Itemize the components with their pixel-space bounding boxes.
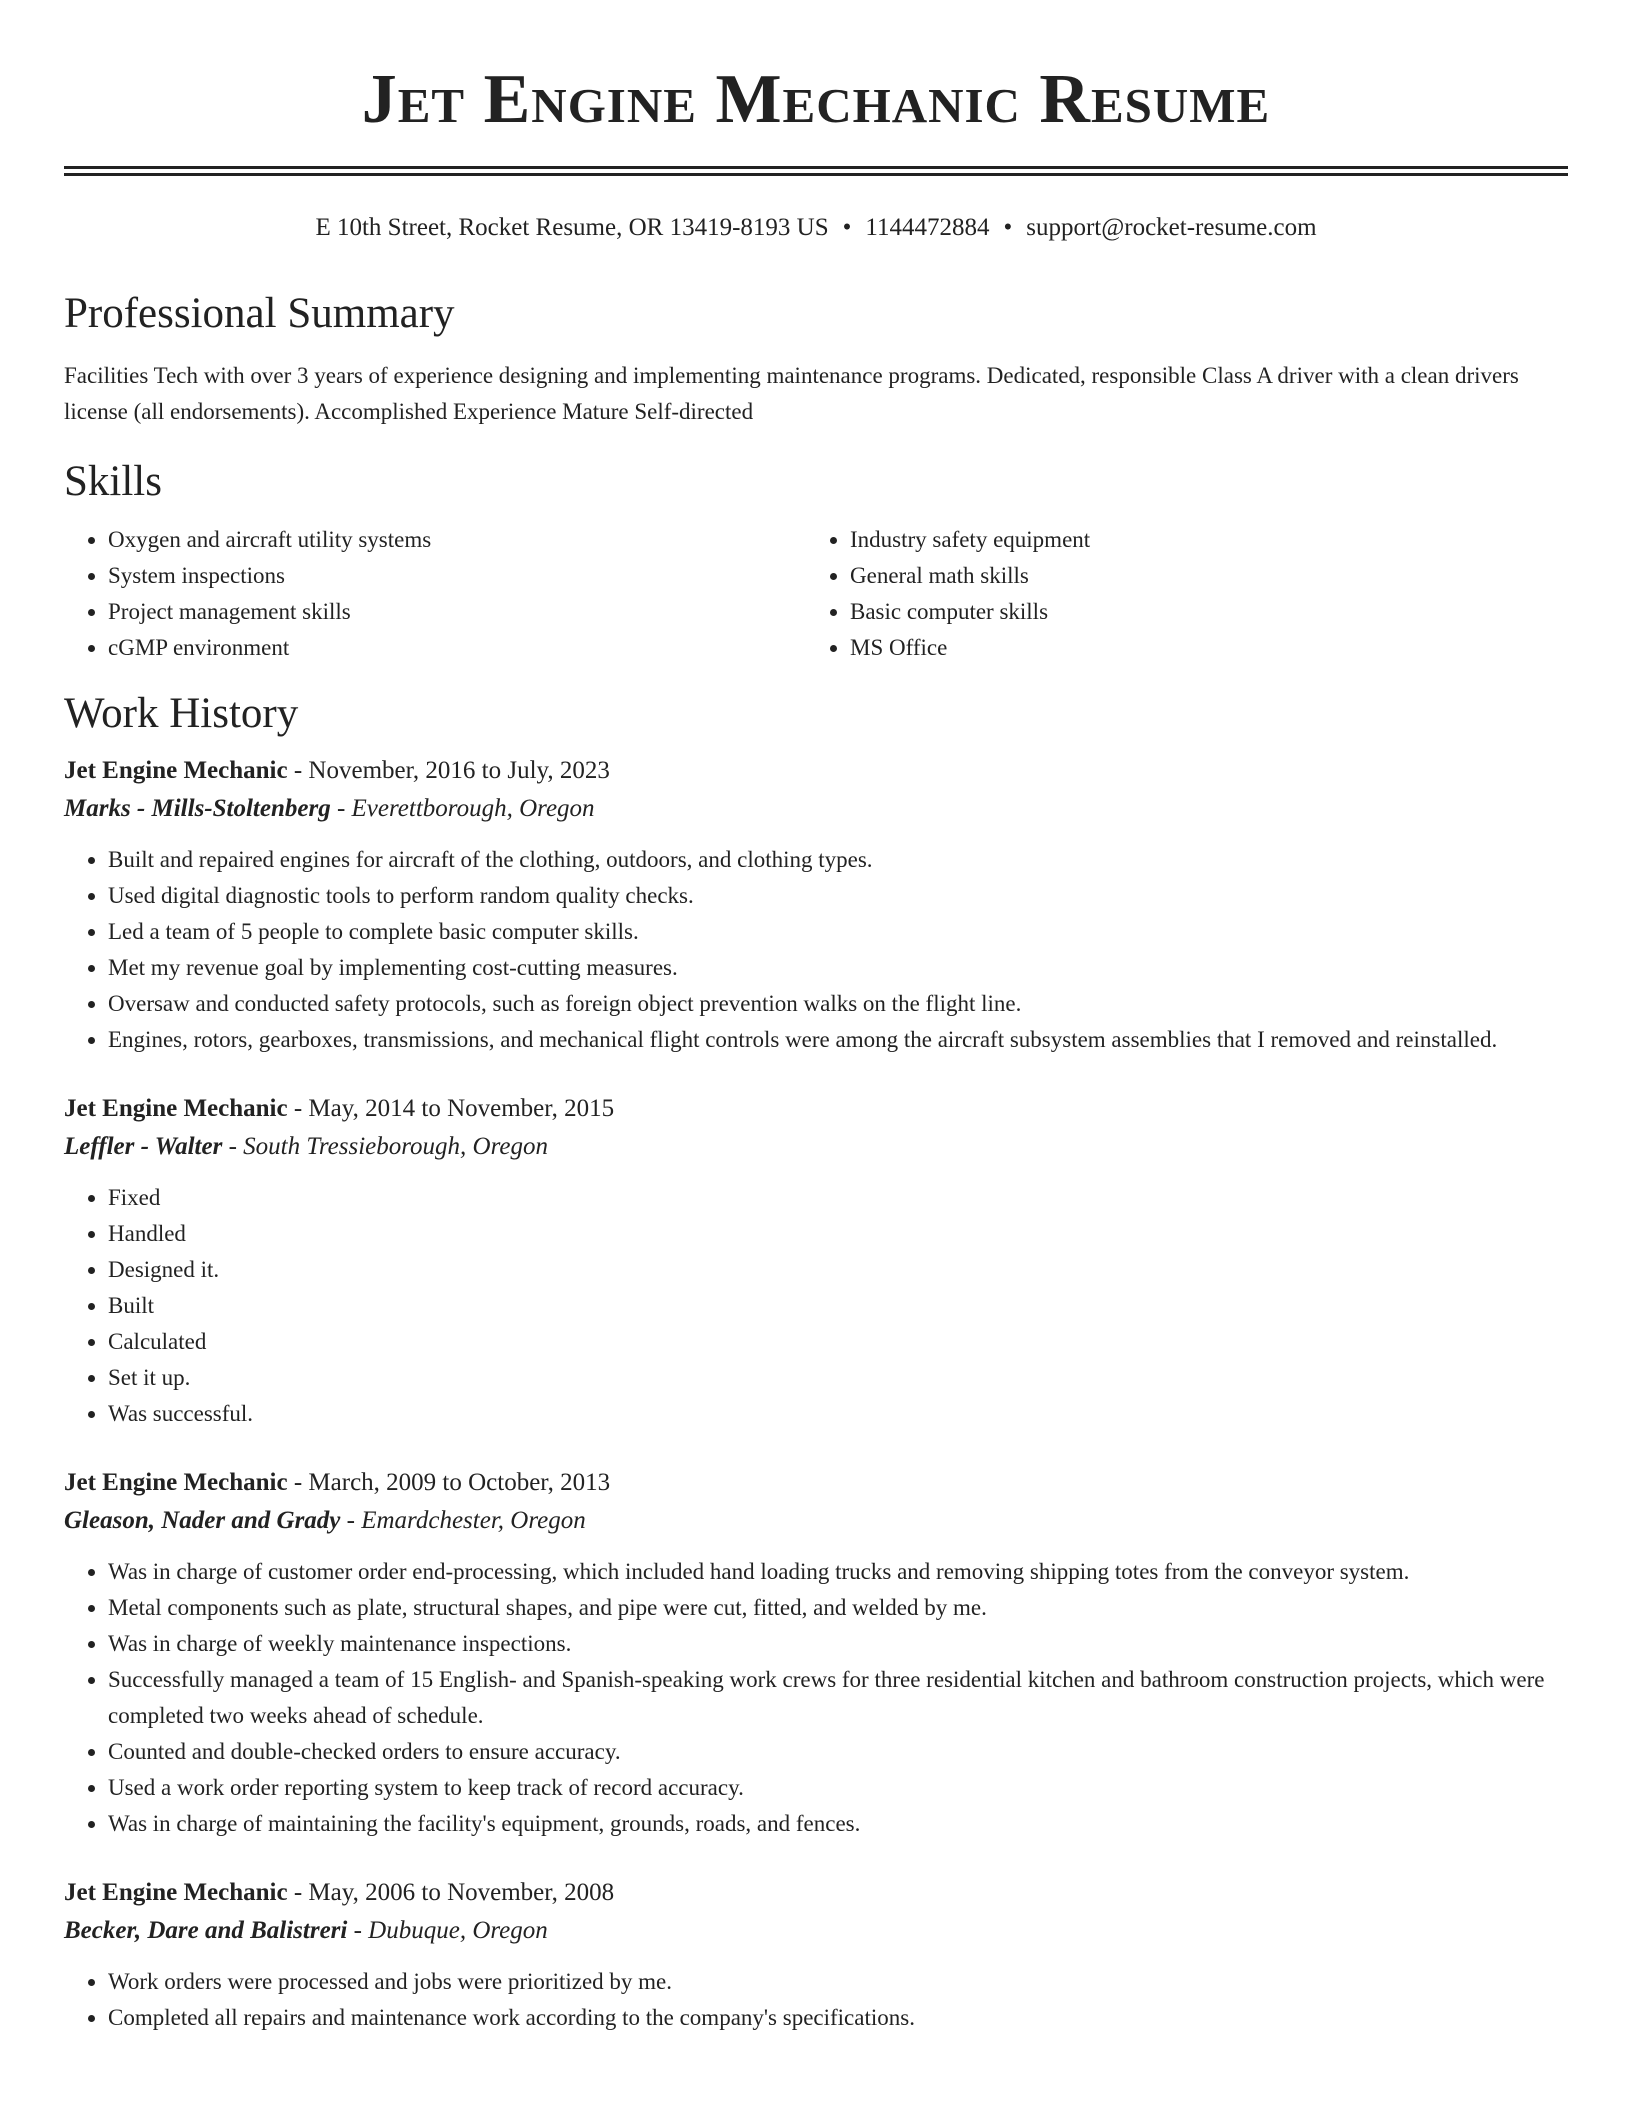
skills-heading: Skills — [64, 458, 162, 505]
job-bullet: • Used a work order reporting system to keep track of record accuracy. — [108, 1770, 1568, 1806]
contact-separator: • — [1003, 214, 1013, 241]
job-entry — [64, 1090, 1568, 1432]
job-employer — [64, 790, 1568, 828]
job-bullet: • Was successful. — [108, 1396, 1568, 1432]
work-history-heading: Work History — [64, 690, 299, 737]
skill-item: • Basic computer skills — [850, 594, 1568, 630]
contact-line — [64, 212, 1568, 244]
job-employer — [64, 1128, 1568, 1166]
job-bullet: • Fixed — [108, 1180, 1568, 1216]
job-bullet: • Set it up. — [108, 1360, 1568, 1396]
skill-item: • System inspections — [108, 558, 806, 594]
job-entry — [64, 1464, 1568, 1842]
title-divider — [64, 166, 1568, 176]
job-company: Leffler - Walter — [64, 1133, 223, 1160]
job-location: - Dubuque, Oregon — [353, 1917, 548, 1944]
skills-column-right — [806, 522, 1568, 666]
contact-separator: • — [842, 214, 852, 241]
job-bullet: • Work orders were processed and jobs were prioritized by me. — [108, 1964, 1568, 2000]
job-entry — [64, 1874, 1568, 2036]
job-dates: - March, 2009 to October, 2013 — [293, 1469, 611, 1496]
job-bullet: • Oversaw and conducted safety protocols, such as foreign object prevention walks on the flight line. — [108, 986, 1568, 1022]
job-title: Jet Engine Mechanic — [64, 1095, 288, 1122]
job-header — [64, 1090, 1568, 1128]
skills-column-left — [64, 522, 806, 666]
skill-item: • Oxygen and aircraft utility systems — [108, 522, 806, 558]
job-entry — [64, 752, 1568, 1058]
job-company: Becker, Dare and Balistreri — [64, 1917, 348, 1944]
job-bullets — [64, 1180, 1568, 1432]
skill-item: • MS Office — [850, 630, 1568, 666]
job-bullet: • Was in charge of customer order end-processing, which included hand loading trucks and removing shipping totes from the conveyor system. — [108, 1554, 1568, 1590]
job-location: - Everettborough, Oregon — [336, 795, 595, 822]
job-company: Gleason, Nader and Grady — [64, 1507, 341, 1534]
summary-text: Facilities Tech with over 3 years of experience designing and implementing maintenance programs. Dedicated, responsible Class A driver with a clean drivers license (all endorsements). Accomplished Experience Mature Self-directed — [64, 363, 1519, 424]
skill-item: • General math skills — [850, 558, 1568, 594]
job-bullet: • Built and repaired engines for aircraft of the clothing, outdoors, and clothing types. — [108, 842, 1568, 878]
job-header — [64, 1874, 1568, 1912]
job-location: - Emardchester, Oregon — [346, 1507, 586, 1534]
summary-heading: Professional Summary — [64, 290, 455, 337]
job-dates: - November, 2016 to July, 2023 — [293, 757, 610, 784]
job-bullet: • Led a team of 5 people to complete basic computer skills. — [108, 914, 1568, 950]
job-bullets — [64, 1964, 1568, 2036]
contact-phone: 1144472884 — [865, 214, 990, 241]
job-bullet: • Handled — [108, 1216, 1568, 1252]
job-employer — [64, 1912, 1568, 1950]
job-bullet: • Calculated — [108, 1324, 1568, 1360]
resume-title: Jet Engine Mechanic Resume — [361, 61, 1271, 138]
job-bullet: • Counted and double-checked orders to ensure accuracy. — [108, 1734, 1568, 1770]
job-bullets — [64, 842, 1568, 1058]
job-bullet: • Completed all repairs and maintenance work according to the company's specifications. — [108, 2000, 1568, 2036]
job-bullet: • Metal components such as plate, structural shapes, and pipe were cut, fitted, and welded by me. — [108, 1590, 1568, 1626]
job-bullet: • Used digital diagnostic tools to perform random quality checks. — [108, 878, 1568, 914]
job-header — [64, 752, 1568, 790]
skill-item: • Industry safety equipment — [850, 522, 1568, 558]
job-bullets — [64, 1554, 1568, 1842]
job-company: Marks - Mills-Stoltenberg — [64, 795, 331, 822]
job-location: - South Tressieborough, Oregon — [228, 1133, 549, 1160]
job-bullet: • Met my revenue goal by implementing cost-cutting measures. — [108, 950, 1568, 986]
job-header — [64, 1464, 1568, 1502]
job-employer — [64, 1502, 1568, 1540]
job-title: Jet Engine Mechanic — [64, 757, 288, 784]
job-bullet: • Successfully managed a team of 15 English- and Spanish-speaking work crews for three residential kitchen and bathroom construction projects, which were completed two weeks ahead of schedule. — [108, 1662, 1568, 1734]
job-title: Jet Engine Mechanic — [64, 1469, 288, 1496]
job-bullet: • Built — [108, 1288, 1568, 1324]
job-bullet: • Engines, rotors, gearboxes, transmissions, and mechanical flight controls were among the aircraft subsystem assemblies that I removed and reinstalled. — [108, 1022, 1568, 1058]
job-bullet: • Designed it. — [108, 1252, 1568, 1288]
job-dates: - May, 2006 to November, 2008 — [293, 1879, 615, 1906]
job-dates: - May, 2014 to November, 2015 — [293, 1095, 615, 1122]
skill-item: • cGMP environment — [108, 630, 806, 666]
job-bullet: • Was in charge of maintaining the facility's equipment, grounds, roads, and fences. — [108, 1806, 1568, 1842]
job-bullet: • Was in charge of weekly maintenance inspections. — [108, 1626, 1568, 1662]
job-title: Jet Engine Mechanic — [64, 1879, 288, 1906]
skill-item: • Project management skills — [108, 594, 806, 630]
skills-list — [64, 522, 1568, 666]
contact-address: E 10th Street, Rocket Resume, OR 13419-8193 US — [315, 214, 829, 241]
contact-email: support@rocket-resume.com — [1026, 214, 1317, 241]
